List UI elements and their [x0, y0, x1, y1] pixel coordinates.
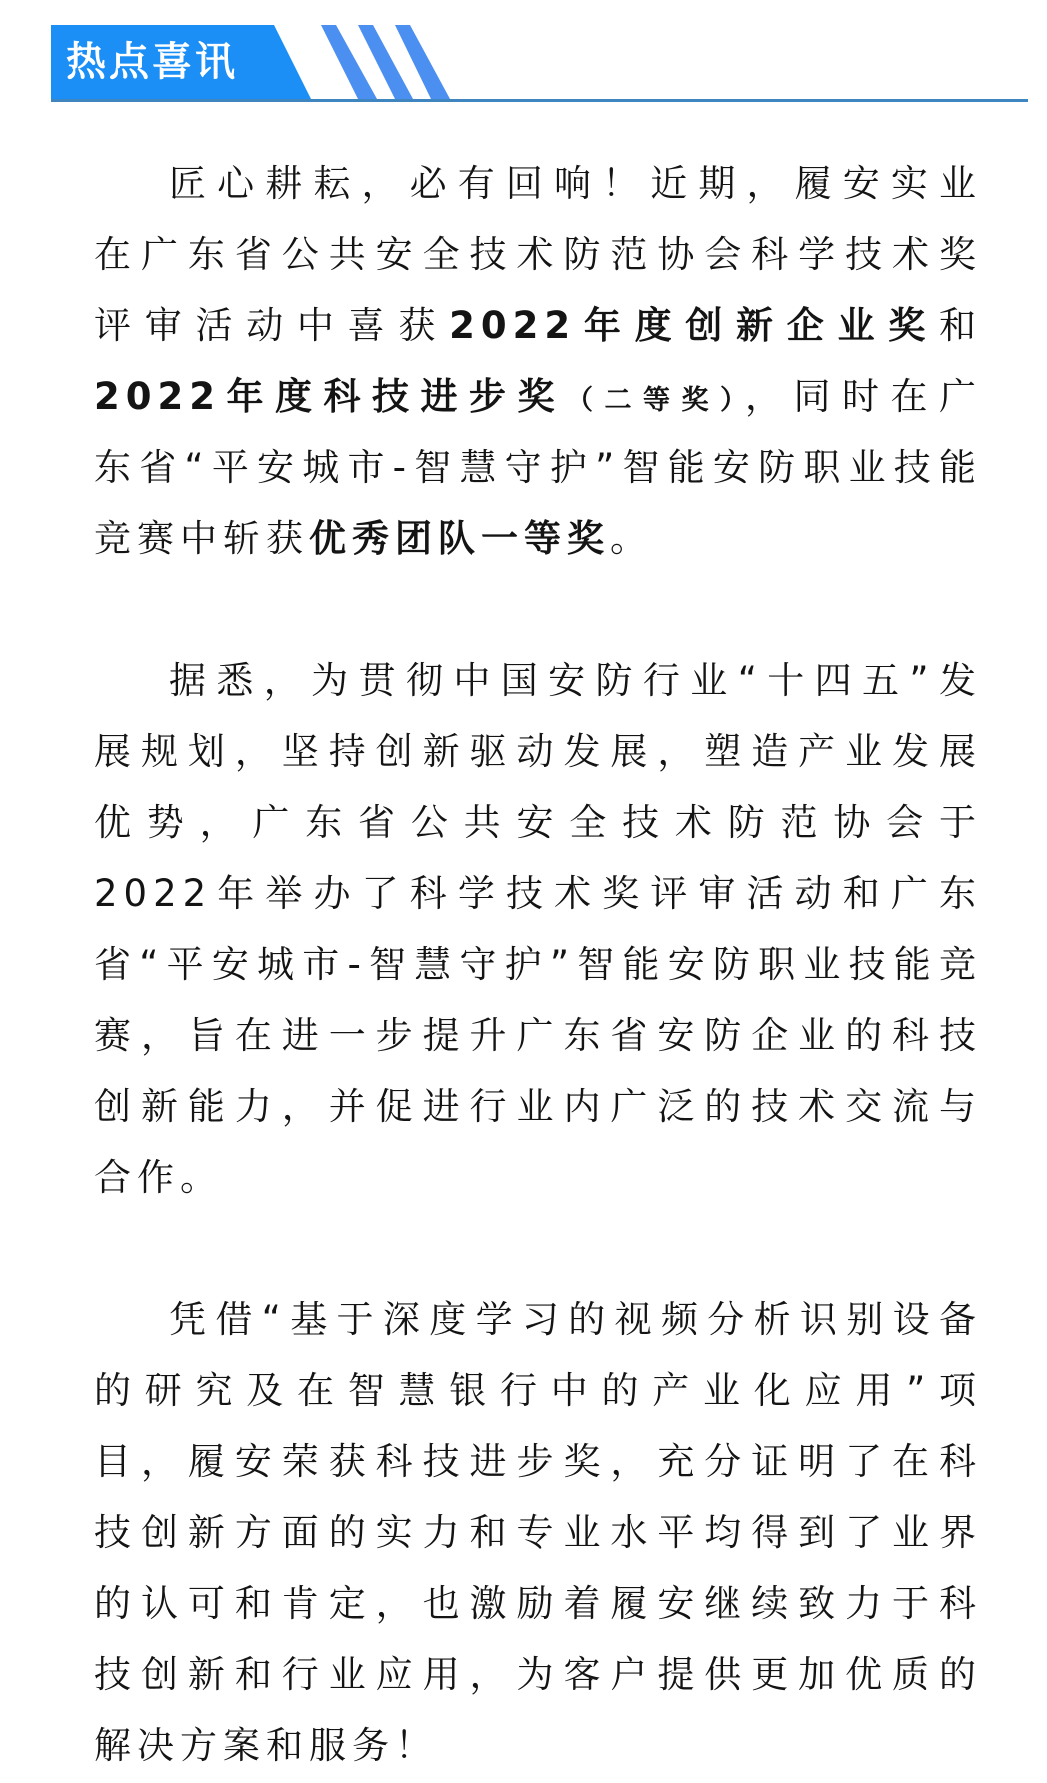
- highlighted-text: 2022年度创新企业奖: [449, 304, 939, 347]
- text-line: [94, 148, 982, 219]
- text-segment: 创新能力，并促进行业内广泛的技术交流与: [94, 1085, 982, 1128]
- highlighted-text: 2022年度科技进步奖: [94, 375, 566, 418]
- text-line: [94, 858, 982, 929]
- text-segment: 评审活动中喜获: [94, 304, 450, 347]
- text-line: [94, 1000, 982, 1071]
- text-segment: 省“平安城市-智慧守护”智能安防职业技能竞: [94, 943, 982, 986]
- text-line: [94, 1071, 982, 1142]
- text-segment: 优势，广东省公共安全技术防范协会于: [94, 801, 982, 844]
- text-line: [94, 929, 982, 1000]
- text-segment: 匠心耕耘，必有回响！近期，履安实业: [169, 162, 982, 205]
- text-line: [94, 219, 982, 290]
- section-title: 热点喜讯: [66, 39, 238, 85]
- text-segment: 据悉，为贯彻中国安防行业“十四五”发: [169, 659, 982, 702]
- paragraph-gap: [94, 1213, 982, 1284]
- text-segment: 。: [610, 517, 653, 560]
- text-segment: 凭借“基于深度学习的视频分析识别设备: [169, 1298, 982, 1341]
- header-underline: [51, 99, 1028, 102]
- section-header: [0, 0, 1047, 110]
- text-line: [94, 645, 982, 716]
- text-line: [94, 1355, 982, 1426]
- text-segment: 竞赛中斩获: [94, 517, 309, 560]
- text-line: [94, 432, 982, 503]
- text-line: [94, 787, 982, 858]
- paragraph: [94, 645, 982, 1213]
- highlighted-text: （二等奖）: [566, 385, 746, 416]
- text-segment: 解决方案和服务！: [94, 1724, 438, 1767]
- text-line: [94, 1284, 982, 1355]
- text-segment: 在广东省公共安全技术防范协会科学技术奖: [94, 233, 982, 276]
- text-segment: 的研究及在智慧银行中的产业化应用”项: [94, 1369, 982, 1412]
- text-line: [94, 361, 982, 432]
- text-line: [94, 1568, 982, 1639]
- text-line: [94, 1639, 982, 1710]
- text-line: [94, 1142, 982, 1213]
- text-segment: 2022年举办了科学技术奖评审活动和广东: [94, 872, 982, 915]
- paragraph: [94, 1284, 982, 1781]
- highlighted-text: 优秀团队一等奖: [309, 517, 610, 560]
- text-segment: 的认可和肯定，也激励着履安继续致力于科: [94, 1582, 982, 1625]
- text-segment: ，同时在广: [745, 375, 983, 418]
- paragraph: [94, 148, 982, 574]
- paragraph-gap: [94, 574, 982, 645]
- text-line: [94, 290, 982, 361]
- text-line: [94, 716, 982, 787]
- text-segment: 目，履安荣获科技进步奖，充分证明了在科: [94, 1440, 982, 1483]
- text-line: [94, 503, 982, 574]
- text-line: [94, 1710, 982, 1781]
- text-segment: 技创新方面的实力和专业水平均得到了业界: [94, 1511, 982, 1554]
- article-body: [94, 148, 982, 1781]
- text-segment: 赛，旨在进一步提升广东省安防企业的科技: [94, 1014, 982, 1057]
- text-line: [94, 1426, 982, 1497]
- text-segment: 展规划，坚持创新驱动发展，塑造产业发展: [94, 730, 982, 773]
- text-line: [94, 1497, 982, 1568]
- text-segment: 技创新和行业应用，为客户提供更加优质的: [94, 1653, 982, 1696]
- text-segment: 合作。: [94, 1156, 223, 1199]
- text-segment: 和: [939, 304, 982, 347]
- text-segment: 东省“平安城市-智慧守护”智能安防职业技能: [94, 446, 982, 489]
